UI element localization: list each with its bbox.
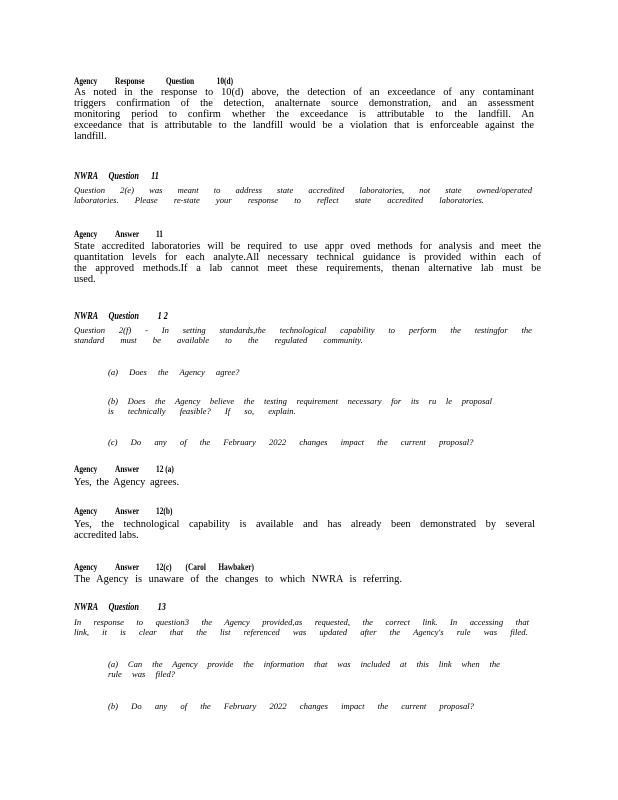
heading-word: Agency [74, 562, 98, 572]
text-line: laboratories. Please re-state your response to reflect state accredited laboratories. [74, 195, 484, 205]
heading-word: 10(d) [216, 76, 234, 86]
heading-word: Agency [74, 76, 98, 86]
heading-word: Answer [115, 562, 140, 572]
agency-answer-12b-paragraph [74, 519, 535, 541]
text-line: standard must be available to the regulated community. [74, 335, 363, 345]
heading-word: 12(b) [156, 506, 173, 516]
text-line: Question 2(f) - In setting standards,the technological capability to perform the testingfor the [74, 325, 532, 335]
heading-agency-answer-11 [74, 229, 163, 239]
heading-word: Question [108, 311, 139, 322]
question-12a: (a) Does the Agency agree? [108, 367, 240, 377]
text-line: the approved methods.If a lab cannot meet these requirements, thenan alternative lab must be [74, 263, 541, 274]
text-line: link, it is clear that the list referenced was updated after the Agency's rule was filed. [74, 627, 528, 637]
nwra-question-13-paragraph [74, 617, 529, 637]
nwra-question-12-paragraph [74, 325, 532, 345]
heading-word: NWRA [74, 171, 99, 182]
agency-answer-12a-text: Yes, the Agency agrees. [74, 477, 180, 488]
text-line: State accredited laboratories will be required to use appr oved methods for analysis and meet the [74, 241, 541, 252]
heading-word: Agency [74, 229, 98, 239]
heading-word: 12(c) [156, 562, 172, 572]
heading-agency-answer-12a [74, 464, 174, 474]
heading-word: Answer [115, 506, 140, 516]
heading-word: 11 [151, 171, 159, 182]
nwra-question-11-paragraph [74, 185, 532, 205]
text-line: monitoring period to confirm whether the exceedance is attributable to the landfill. An [74, 109, 534, 120]
heading-word: (Carol [185, 562, 206, 572]
heading-word: Answer [115, 464, 140, 474]
text-line: As noted in the response to 10(d) above, the detection of an exceedance of any contaminant [74, 87, 534, 98]
heading-word: 1 2 [157, 311, 168, 322]
question-12b [108, 396, 492, 416]
text-line: landfill. [74, 131, 107, 142]
text-line: (a) Can the Agency provide the information that was included at this link when the [108, 659, 500, 669]
heading-agency-answer-12c [74, 562, 254, 572]
heading-word: 12 (a) [156, 464, 174, 474]
text-line: In response to question3 the Agency provided,as requested, the correct link. In accessing that [74, 617, 529, 627]
heading-nwra-question-11 [74, 171, 159, 182]
heading-word: 13 [157, 602, 166, 613]
heading-word: Agency [74, 506, 98, 516]
text-line: triggers confirmation of the detection, analternate source demonstration, and an assessment [74, 98, 534, 109]
response-10d-paragraph [74, 87, 534, 142]
heading-word: NWRA [74, 602, 99, 613]
text-line: rule was filed? [108, 669, 176, 679]
question-13a [108, 659, 500, 679]
heading-word: Question [165, 76, 195, 86]
text-line: is technically feasible? If so, explain. [108, 406, 296, 416]
text-line: quantitation levels for each analyte.All necessary technical guidance is provided within each of [74, 252, 541, 263]
text-line: Yes, the technological capability is available and has already been demonstrated by several [74, 519, 535, 530]
heading-nwra-question-13 [74, 602, 166, 613]
heading-word: NWRA [74, 311, 99, 322]
text-line: accredited labs. [74, 530, 139, 541]
heading-agency-answer-12b [74, 506, 172, 516]
heading-agency-response-10d [74, 76, 233, 86]
heading-word: 11 [156, 229, 163, 239]
heading-word: Answer [115, 229, 140, 239]
heading-word: Question [108, 171, 139, 182]
question-13b: (b) Do any of the February 2022 changes impact the current proposal? [108, 701, 474, 711]
heading-word: Hawbaker) [218, 562, 254, 572]
heading-word: Agency [74, 464, 98, 474]
agency-answer-11-paragraph [74, 241, 541, 285]
heading-word: Response [115, 76, 145, 86]
heading-nwra-question-12 [74, 311, 168, 322]
text-line: Question 2(e) was meant to address state accredited laboratories, not state owned/operated [74, 185, 532, 195]
heading-word: Question [108, 602, 139, 613]
question-12c: (c) Do any of the February 2022 changes impact the current proposal? [108, 437, 474, 447]
agency-answer-12c-text: The Agency is unaware of the changes to which NWRA is referring. [74, 574, 402, 585]
text-line: exceedance that is attributable to the landfill would be a violation that is enforceable against the [74, 120, 534, 131]
text-line: used. [74, 274, 96, 285]
text-line: (b) Does the Agency believe the testing requirement necessary for its ru le proposal [108, 396, 492, 406]
